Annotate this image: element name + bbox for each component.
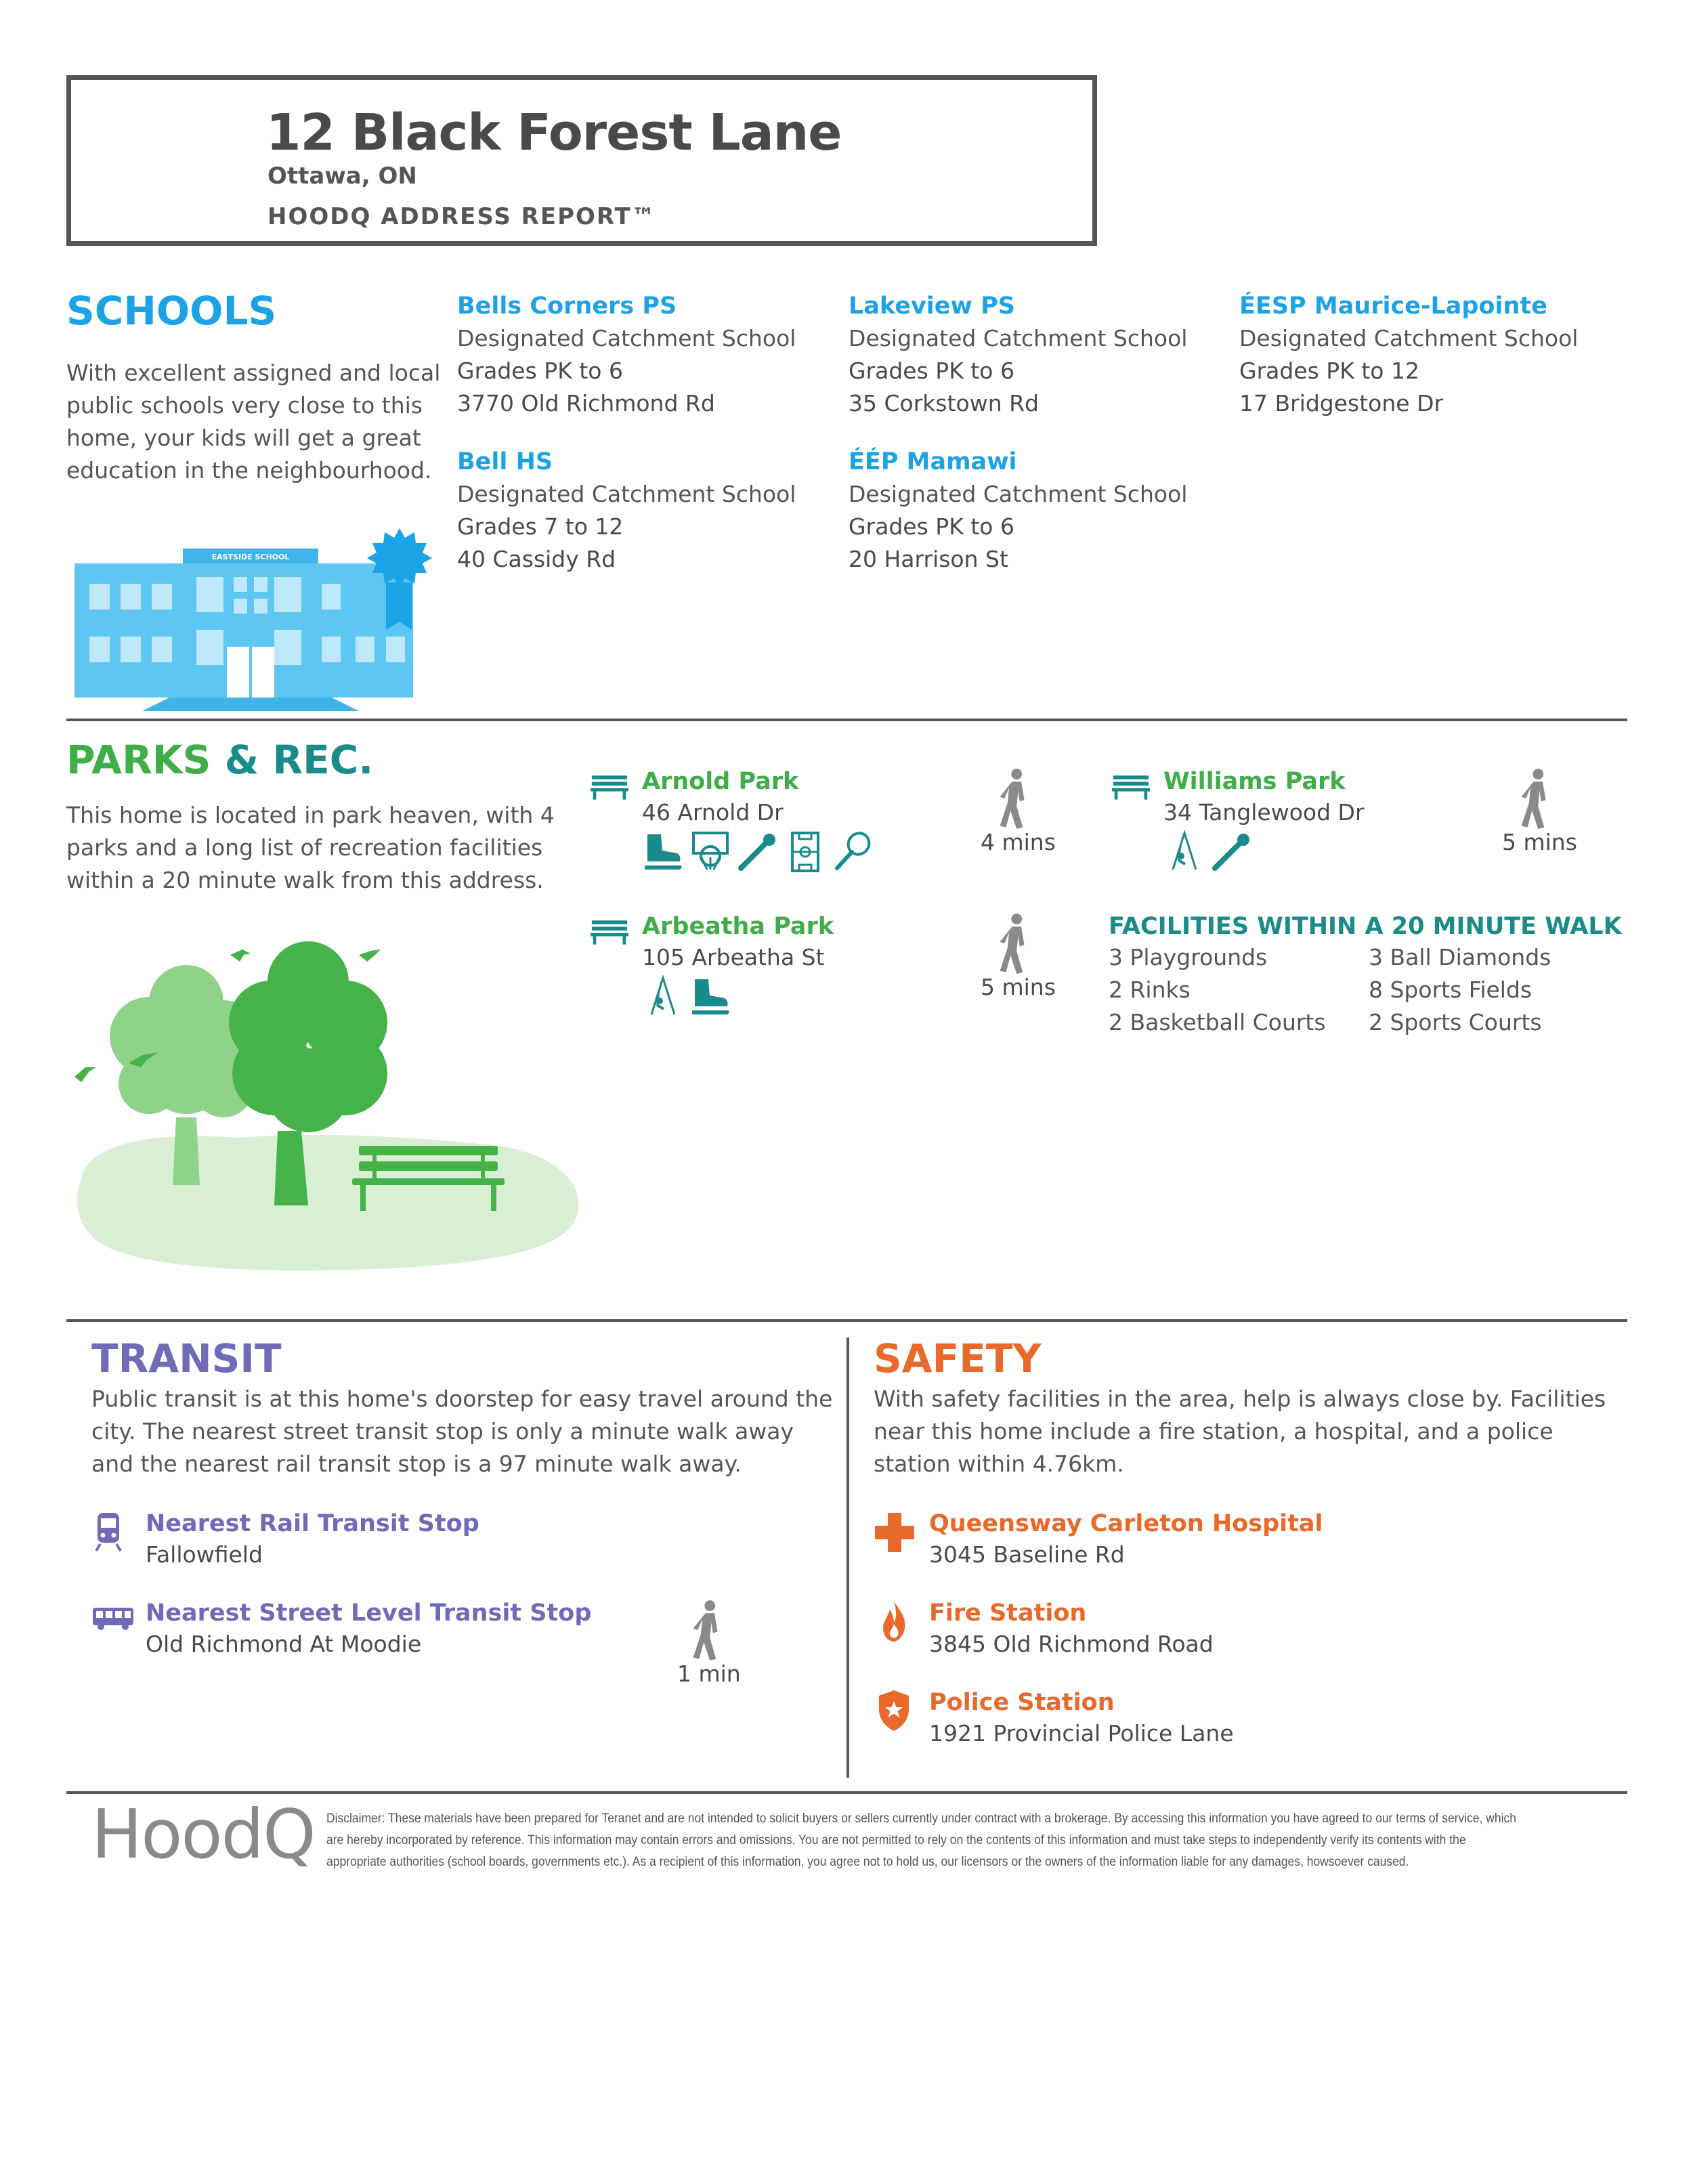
school-grades: Grades PK to 12 <box>1239 358 1419 384</box>
walking-person-icon <box>999 768 1031 829</box>
walking-person-icon <box>999 913 1031 974</box>
school-name: Bells Corners PS <box>457 293 677 320</box>
fire-icon <box>880 1600 907 1643</box>
facility-item: 2 Sports Courts <box>1369 1009 1542 1035</box>
swing-icon <box>642 975 684 1017</box>
section-divider <box>66 719 1627 721</box>
walk-time: 5 mins <box>1502 829 1577 855</box>
street-stop-value: Old Richmond At Moodie <box>146 1631 422 1657</box>
tennis-racket-icon <box>832 830 874 872</box>
park-address: 105 Arbeatha St <box>642 944 825 970</box>
facility-item: 3 Playgrounds <box>1109 944 1268 970</box>
walk-time: 5 mins <box>981 974 1056 1000</box>
bench-icon <box>1112 773 1150 800</box>
section-divider <box>66 1791 1627 1794</box>
swing-icon <box>1163 830 1205 872</box>
facility-item: 2 Basketball Courts <box>1109 1009 1326 1035</box>
baseball-bat-icon <box>1211 830 1253 872</box>
facility-item: 3 Ball Diamonds <box>1369 944 1551 970</box>
address-title: 12 Black Forest Lane <box>266 104 842 162</box>
school-type: Designated Catchment School <box>1239 325 1579 351</box>
school-name: Lakeview PS <box>849 293 1015 320</box>
hoodq-logo: HoodQ <box>91 1795 315 1874</box>
walk-time: 1 min <box>677 1661 741 1687</box>
section-divider <box>66 1319 1627 1322</box>
skate-icon <box>642 830 684 872</box>
parks-heading-a: PARKS <box>66 737 211 783</box>
walk-time: 4 mins <box>981 829 1056 855</box>
train-icon <box>95 1512 122 1552</box>
school-type: Designated Catchment School <box>457 481 796 507</box>
safety-item-name: Fire Station <box>929 1600 1087 1627</box>
street-stop-label: Nearest Street Level Transit Stop <box>146 1600 592 1627</box>
sports-field-icon <box>784 830 826 872</box>
transit-blurb: Public transit is at this home's doorstep for easy travel around the city. The nearest street transit stop is only a minute walk away and the nearest rail transit stop is a 97 minute walk away. <box>91 1386 833 1477</box>
safety-item-address: 3845 Old Richmond Road <box>929 1631 1214 1657</box>
walking-person-icon <box>1520 768 1553 829</box>
park-illustration <box>68 928 589 1273</box>
school-address: 40 Cassidy Rd <box>457 546 616 572</box>
school-building-illustration <box>68 528 447 711</box>
school-name: ÉÉP Mamawi <box>849 448 1017 475</box>
park-name: Arnold Park <box>642 768 799 795</box>
school-name: Bell HS <box>457 448 553 475</box>
police-badge-icon <box>876 1689 912 1732</box>
rail-stop-value: Fallowfield <box>146 1541 263 1568</box>
safety-item-name: Queensway Carleton Hospital <box>929 1510 1323 1537</box>
park-address: 34 Tanglewood Dr <box>1163 799 1365 826</box>
school-address: 35 Corkstown Rd <box>849 390 1039 416</box>
parks-heading <box>66 737 373 783</box>
park-address: 46 Arnold Dr <box>642 799 784 826</box>
school-grades: Grades PK to 6 <box>457 358 623 384</box>
safety-item-address: 1921 Provincial Police Lane <box>929 1720 1234 1747</box>
schools-blurb: With excellent assigned and local public schools very close to this home, your kids will get a great education in the neighbourhood. <box>66 360 441 484</box>
baseball-bat-icon <box>737 830 779 872</box>
address-city: Ottawa, ON <box>267 163 417 190</box>
facilities-heading: FACILITIES WITHIN A 20 MINUTE WALK <box>1109 913 1622 940</box>
park-name: Arbeatha Park <box>642 913 834 940</box>
park-name: Williams Park <box>1163 768 1346 795</box>
basketball-hoop-icon <box>689 830 731 872</box>
column-divider <box>846 1337 849 1778</box>
skate-icon <box>689 975 731 1017</box>
school-type: Designated Catchment School <box>849 325 1188 351</box>
safety-item-name: Police Station <box>929 1689 1115 1716</box>
facility-item: 2 Rinks <box>1109 977 1191 1003</box>
school-address: 20 Harrison St <box>849 546 1008 572</box>
bus-icon <box>91 1606 135 1631</box>
school-type: Designated Catchment School <box>849 481 1188 507</box>
parks-blurb: This home is located in park heaven, with 4 parks and a long list of recreation facilities within a 20 minute walk from this address. <box>66 802 555 893</box>
transit-heading: TRANSIT <box>91 1335 282 1382</box>
school-type: Designated Catchment School <box>457 325 796 351</box>
rail-stop-label: Nearest Rail Transit Stop <box>146 1510 479 1537</box>
school-grades: Grades PK to 6 <box>849 358 1014 384</box>
safety-heading: SAFETY <box>874 1335 1042 1382</box>
school-name: ÉESP Maurice-Lapointe <box>1239 293 1547 320</box>
report-label: HOODQ ADDRESS REPORT™ <box>267 203 656 230</box>
bench-icon <box>591 918 628 945</box>
school-sign-text: EASTSIDE SCHOOL <box>211 553 290 561</box>
disclaimer-text: Disclaimer: These materials have been prepared for Teranet and are not intended to solicit buyers or sellers currently under contract with a brokerage. By accessing this information you have agreed to our terms of service, which are hereby incorporated by reference. This information may contain errors and omissions. You are not permitted to rely on the contents of this information and must take steps to independently verify its contents with the appropriate authorities (school boards, governments etc.). As a recipient of this information, you agree not to hold us, our licensors or the owners of the information liable for any damages, howsoever caused. <box>326 1812 1516 1869</box>
parks-heading-b: & REC. <box>224 737 374 783</box>
schools-heading: SCHOOLS <box>66 288 277 334</box>
school-grades: Grades PK to 6 <box>849 513 1014 540</box>
bench-icon <box>591 773 628 800</box>
school-grades: Grades 7 to 12 <box>457 513 624 540</box>
school-address: 3770 Old Richmond Rd <box>457 390 715 416</box>
walking-person-icon <box>692 1600 725 1661</box>
safety-item-address: 3045 Baseline Rd <box>929 1541 1125 1568</box>
safety-blurb: With safety facilities in the area, help is always close by. Facilities near this home include a fire station, a hospital, and a police station within 4.76km. <box>874 1386 1606 1477</box>
school-address: 17 Bridgestone Dr <box>1239 390 1444 416</box>
facility-item: 8 Sports Fields <box>1369 977 1533 1003</box>
hospital-cross-icon <box>874 1512 916 1554</box>
